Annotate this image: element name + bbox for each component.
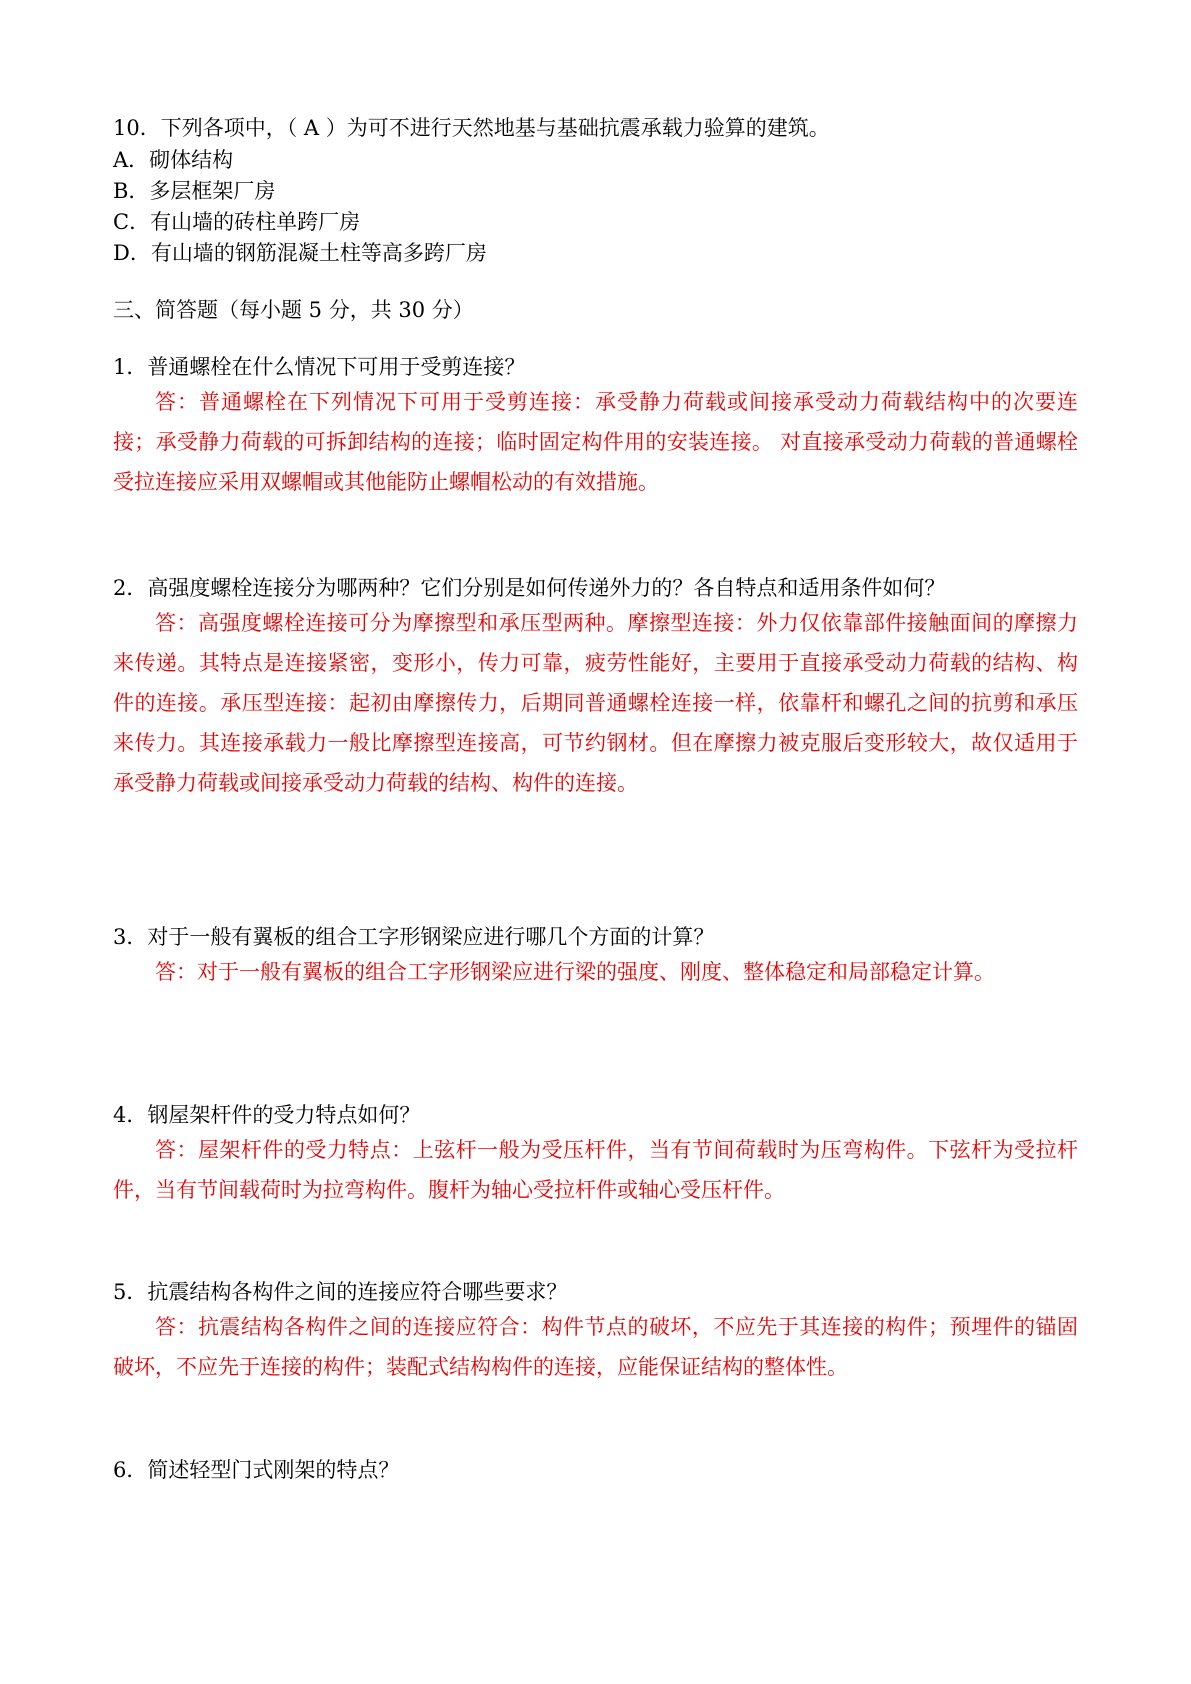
- question-4: 4．钢屋架杆件的受力特点如何？: [113, 1103, 421, 1127]
- question-5: 5．抗震结构各构件之间的连接应符合哪些要求？: [113, 1280, 568, 1304]
- section-title: 三、简答题（每小题 5 分，共 30 分）: [113, 298, 474, 322]
- answer-4: 答：屋架杆件的受力特点：上弦杆一般为受压杆件，当有节间荷载时为压弯构件。下弦杆为受拉杆件，当有节间载荷时为拉弯构件。腹杆为轴心受拉杆件或轴心受压杆件。: [113, 1138, 1078, 1202]
- answer-3: 答：对于一般有翼板的组合工字形钢梁应进行梁的强度、刚度、整体稳定和局部稳定计算。: [155, 960, 995, 984]
- question-3: 3．对于一般有翼板的组合工字形钢梁应进行哪几个方面的计算？: [113, 925, 715, 949]
- question-6: 6．简述轻型门式刚架的特点？: [113, 1458, 400, 1482]
- q10-stem: 10．下列各项中，（ A ）为可不进行天然地基与基础抗震承载力验算的建筑。: [113, 116, 830, 140]
- q10-option-c: C．有山墙的砖柱单跨厂房: [113, 210, 361, 234]
- question-1: 1．普通螺栓在什么情况下可用于受剪连接？: [113, 355, 526, 379]
- q10-option-a: A．砌体结构: [113, 148, 234, 172]
- question-2: 2．高强度螺栓连接分为哪两种？它们分别是如何传递外力的？各自特点和适用条件如何？: [113, 576, 946, 600]
- answer-2: 答：高强度螺栓连接可分为摩擦型和承压型两种。摩擦型连接：外力仅依靠部件接触面间的摩擦力来传递。其特点是连接紧密，变形小，传力可靠，疲劳性能好，主要用于直接承受动力荷载的结构、构件的连接。承压型连接：起初由摩擦传力，后期同普通螺栓连接一样，依靠杆和螺孔之间的抗剪和承压来传力。其连接承载力一般比摩擦型连接高，可节约钢材。但在摩擦力被克服后变形较大，故仅适用于承受静力荷载或间接承受动力荷载的结构、构件的连接。: [113, 611, 1078, 795]
- answer-5: 答：抗震结构各构件之间的连接应符合：构件节点的破坏，不应先于其连接的构件；预埋件的锚固破坏，不应先于连接的构件；装配式结构构件的连接，应能保证结构的整体性。: [113, 1315, 1078, 1379]
- answer-1: 答：普通螺栓在下列情况下可用于受剪连接：承受静力荷载或间接承受动力荷载结构中的次要连接；承受静力荷载的可拆卸结构的连接；临时固定构件用的安装连接。 对直接承受动力荷载的普通螺栓受拉连接应采用双螺帽或其他能防止螺帽松动的有效措施。: [113, 390, 1078, 494]
- q10-option-d: D．有山墙的钢筋混凝土柱等高多跨厂房: [113, 241, 487, 265]
- q10-option-b: B．多层框架厂房: [113, 179, 276, 203]
